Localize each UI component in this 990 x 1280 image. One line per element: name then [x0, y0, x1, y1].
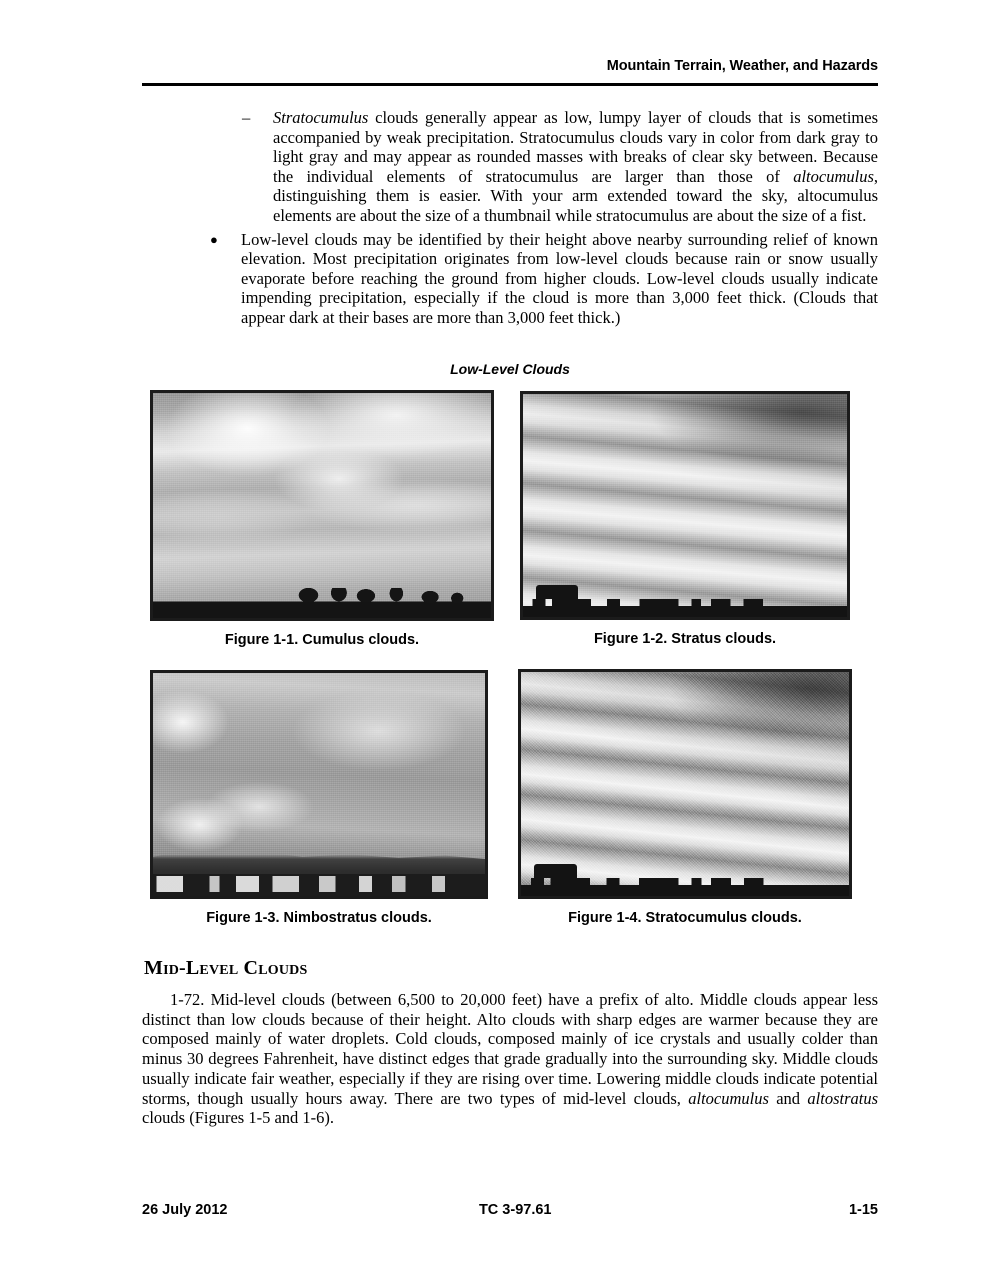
altocumulus-term: altocumulus	[688, 1088, 769, 1108]
low-level-clouds-paragraph: Low-level clouds may be identified by their height above nearby surrounding relief of known elevation. Most precipitation originates from low-level clouds because rain or snow usually evaporate before reaching the ground from higher clouds. Low-level clouds usually indicate impending precipitation, especially if the cloud is more than 3,000 feet thick. (Clouds that appear dark at their bases are more than 3,000 feet thick.)	[241, 229, 878, 327]
footer-publication: TC 3-97.61	[478, 1202, 552, 1218]
nimbostratus-clouds-photo	[150, 670, 488, 899]
page-header	[142, 58, 878, 88]
mid-level-text-2: and	[768, 1088, 808, 1108]
tree-silhouette	[153, 588, 491, 618]
photo-grain	[523, 394, 847, 617]
cumulus-clouds-photo	[150, 390, 494, 621]
photo-grain	[153, 393, 491, 618]
figure-caption: Figure 1-3. Nimbostratus clouds.	[206, 910, 432, 926]
mid-level-clouds-paragraph	[142, 990, 878, 1128]
page-footer	[142, 1202, 878, 1218]
figure-1-4	[518, 669, 852, 926]
list-item	[142, 230, 878, 328]
town-lights	[153, 874, 485, 896]
figure-caption: Figure 1-2. Stratus clouds.	[593, 631, 777, 647]
header-rule	[142, 83, 878, 86]
figure-1-3	[150, 670, 488, 926]
water-tower-silhouette	[536, 585, 578, 599]
figure-caption: Figure 1-4. Stratocumulus clouds.	[568, 910, 802, 926]
stratocumulus-clouds-photo	[518, 669, 852, 899]
water-tower-silhouette	[534, 864, 577, 878]
footer-page-number: 1-15	[848, 1202, 878, 1218]
stratocumulus-term: Stratocumulus	[273, 108, 369, 127]
list-item	[142, 108, 878, 226]
figure-1-2	[520, 391, 850, 647]
altocumulus-term: altocumulus	[793, 166, 874, 186]
dash-marker: –	[242, 108, 251, 127]
section-heading-mid-level-clouds: Mid-Level Clouds	[144, 957, 308, 979]
mid-level-text-3: clouds (Figures 1-5 and 1-6).	[142, 1108, 335, 1128]
altostratus-term: altostratus	[807, 1088, 879, 1108]
photo-grain	[521, 672, 849, 896]
mid-level-text-1: 1-72. Mid-level clouds (between 6,500 to 20,000 feet) have a prefix of alto. Middle clouds appear less distinct than low clouds because of their height. Alto clouds with sharp edges are warmer because they are composed mainly of water droplets. Cold clouds, composed mainly of ice crystals and usually colder than minus 30 degrees Fahrenheit, have distinct edges that grade gradually into the surrounding sky. Middle clouds usually indicate fair weather, especially if they are rising over time. Lowering middle clouds indicate potential storms, though usually hours away. There are two types of mid-level clouds,	[142, 990, 878, 1108]
body-content	[142, 108, 878, 330]
figure-1-1	[150, 390, 494, 648]
stratocumulus-text-2: , distinguishing them is easier. With your arm extended toward the sky, altocumulus elements are about the size of a thumbnail while stratocumulus are about the size of a fist.	[273, 166, 878, 225]
footer-date: 26 July 2012	[142, 1202, 228, 1218]
figure-caption: Figure 1-1. Cumulus clouds.	[224, 632, 420, 648]
figure-group-title: Low-Level Clouds	[450, 361, 570, 377]
stratus-clouds-photo	[520, 391, 850, 620]
header-title: Mountain Terrain, Weather, and Hazards	[606, 58, 878, 74]
stratocumulus-paragraph	[273, 108, 878, 226]
stratocumulus-text-1: clouds generally appear as low, lumpy layer of clouds that is sometimes accompanied by weak precipitation. Stratocumulus clouds vary in color from dark gray to light gray and may appear as rounded masses with breaks of clear sky between. Because the individual elements of stratocumulus are larger than those of	[273, 108, 878, 186]
bullet-marker: ●	[210, 231, 218, 247]
